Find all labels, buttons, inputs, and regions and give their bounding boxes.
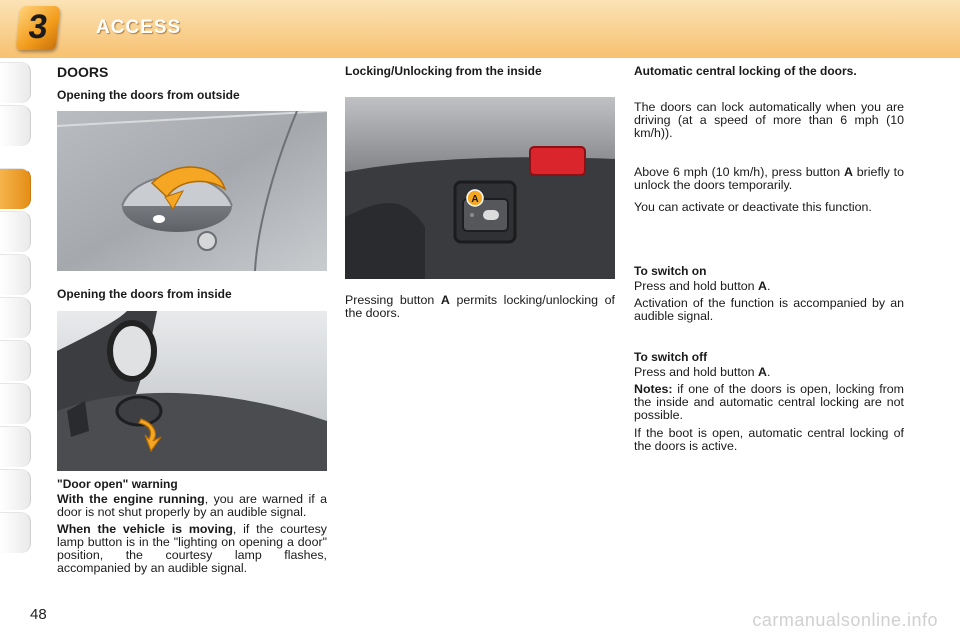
door-handle-outside-icon [57, 111, 327, 271]
locking-caption [345, 294, 615, 320]
chapter-tab[interactable] [0, 340, 31, 381]
locking-heading: Locking/Unlocking from the inside [345, 64, 542, 78]
unlock-text-1: Above 6 mph (10 km/h), press button [634, 165, 844, 179]
warning-text [57, 493, 327, 575]
figure-label: A [471, 194, 479, 205]
chapter-number-badge [16, 6, 61, 50]
switch-on-text-1: Press and hold button [634, 279, 758, 293]
inside-handle-figure [57, 311, 327, 471]
unlock-button-label: A [844, 165, 853, 179]
caption-text-1: Pressing button [345, 293, 441, 307]
engine-running-text: , you are warned if a door is not shut properly by an audible signal. [57, 492, 327, 519]
vehicle-moving-label: When the vehicle is moving [57, 522, 233, 536]
auto-locking-heading: Automatic central locking of the doors. [634, 64, 857, 78]
unlock-text [634, 166, 904, 192]
chapter-tab[interactable] [0, 297, 31, 338]
switch-off-text-1: Press and hold button [634, 365, 758, 379]
warning-heading: "Door open" warning [57, 477, 178, 491]
chapter-tab[interactable] [0, 211, 31, 252]
notes-label: Notes: [634, 382, 673, 396]
vehicle-moving-text: , if the courtesy lamp button is in the "lighting on opening a door" position, the courtesy lamp flashes, accompanied by an audible signal. [57, 522, 327, 575]
chapter-header [0, 0, 960, 58]
engine-running-label: With the engine running [57, 492, 205, 506]
switch-off-text [634, 366, 904, 379]
inside-heading: Opening the doors from inside [57, 287, 232, 301]
switch-on-button-label: A [758, 279, 767, 293]
notes-text [634, 383, 904, 422]
section-title: DOORS [57, 64, 109, 80]
chapter-tab[interactable] [0, 426, 31, 467]
page-number: 48 [30, 606, 47, 623]
door-handle-inside-icon [57, 311, 327, 471]
chapter-tab[interactable] [0, 62, 31, 103]
chapter-tab-active[interactable] [0, 168, 31, 209]
chapter-number: 3 [26, 8, 50, 46]
switch-off-heading: To switch off [634, 350, 708, 364]
switch-on-text [634, 280, 904, 293]
caption-text-2: permits locking/unlocking of the doors. [345, 293, 615, 320]
unlock-text-2: briefly to unlock the doors temporarily. [634, 165, 904, 192]
dashboard-illustration [345, 97, 615, 279]
outside-heading: Opening the doors from outside [57, 88, 240, 102]
locking-button-figure [345, 97, 615, 279]
watermark: carmanualsonline.info [752, 610, 938, 630]
outside-handle-figure [57, 111, 327, 271]
chapter-tab[interactable] [0, 254, 31, 295]
auto-lock-text: The doors can lock automatically when you are driving (at a speed of more than 6 mph (10 km/h)). [634, 100, 904, 140]
switch-off-text-2: . [766, 365, 771, 379]
caption-button-label: A [440, 293, 450, 307]
switch-off-button-label: A [758, 365, 767, 379]
chapter-title: ACCESS [96, 17, 182, 38]
switch-on-heading: To switch on [634, 264, 707, 278]
chapter-tab[interactable] [0, 105, 31, 146]
activation-text: Activation of the function is accompanied by an audible signal. [634, 296, 904, 323]
chapter-tabs [0, 62, 32, 582]
boot-text: If the boot is open, automatic central locking of the doors is active. [634, 426, 904, 453]
notes-body: if one of the doors is open, locking from the inside and automatic central locking are not possible. [634, 382, 904, 422]
chapter-tab[interactable] [0, 469, 31, 510]
switch-on-text-2: . [766, 279, 771, 293]
chapter-tab[interactable] [0, 383, 31, 424]
chapter-tab[interactable] [0, 512, 31, 553]
activate-text: You can activate or deactivate this function. [634, 200, 872, 214]
